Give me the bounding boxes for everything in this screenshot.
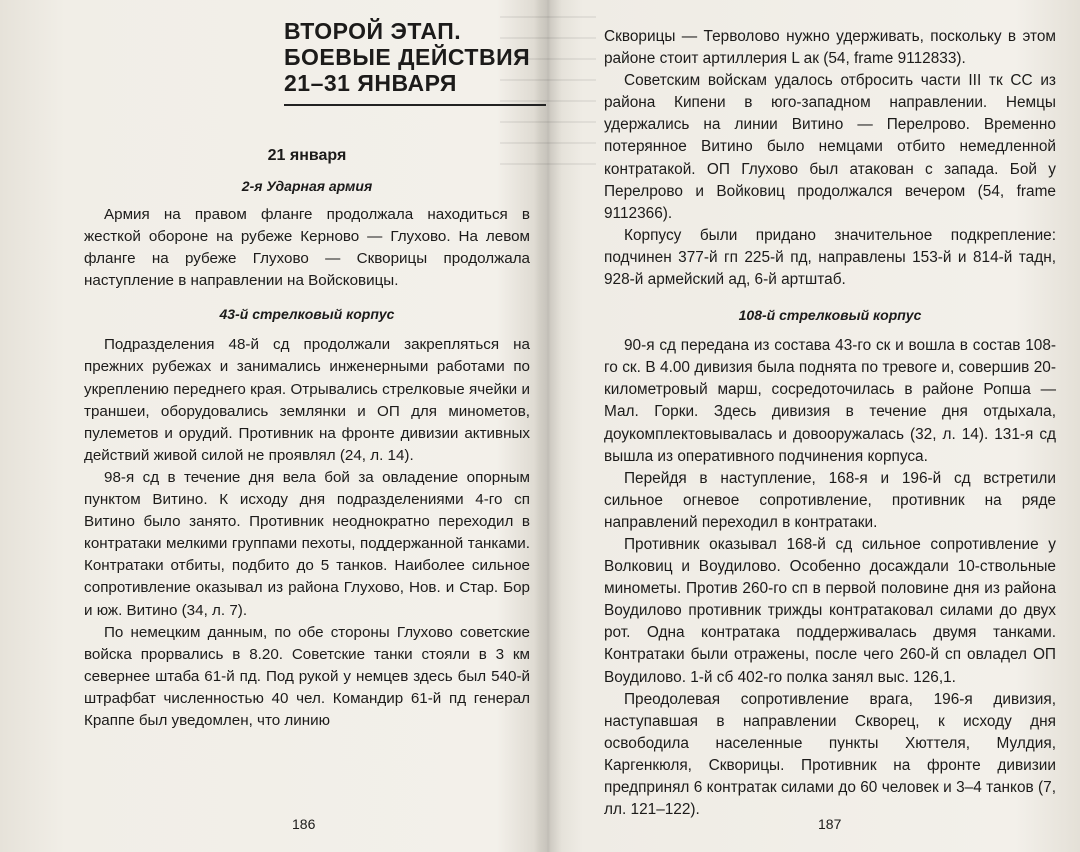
left-page xyxy=(84,0,530,852)
paragraph: Подразделения 48-й сд продолжали закрепляться на прежних рубежах и занимались инженерными работами по укреплению переднего края. Отрывались стрелковые ячейки и траншеи, оборудовались землянки и ОП для минометов, пулеметов и орудий. Противник на фронте дивизии активных действий живой силой не проявлял (24, л. 14). xyxy=(84,336,530,464)
corps-heading-43: 43-й стрелковый корпус xyxy=(219,306,395,323)
paragraph: По немецким данным, по обе стороны Глухово советские войска прорвались в 8.20. Советские танки стояли в 3 км севернее штаба 61-й пд. Под рукой у немцев здесь был 540-й штрафбат численностью 40 чел. Командир 61-й пд генерал Краппе был уведомлен, что линию xyxy=(84,623,530,729)
paragraph: 98-я сд в течение дня вела бой за овладение опорным пунктом Витино. К исходу дня подразделениями 4-го сп Витино было занято. Противник неоднократно переходил в контратаки мелкими группами пехоты, поддержанной танками. Контратаки отбиты, подбито до 5 танков. Наиболее сильное сопротивление оказывал из района Глухово, Нов. и Стар. Бор и юж. Витино (34, л. 7). xyxy=(84,468,530,619)
paragraph: Перейдя в наступление, 168-я и 196-й сд встретили сильное огневое сопротивление, противник на ряде направлений переходил в контратаки. xyxy=(604,469,1056,531)
paragraph: Преодолевая сопротивление врага, 196-я дивизия, наступавшая в направлении Скворец, к исходу дня освободила населенные пункты Хюттеля, Мулдия, Каргенкюля, Скворицы. Противник на фронте дивизии предпринял 6 контратак силами до 60 человек и 3–4 танков (7, лл. 121–122). xyxy=(604,690,1056,819)
paragraph: Скворицы — Терволово нужно удерживать, поскольку в этом районе стоит артиллерия L ак (54, frame 9112833). xyxy=(604,28,1056,68)
paragraph: Советским войскам удалось отбросить части III тк СС из района Кипени в юго-западном направлении. Немцы удержались на линии Витино — Перелрово. Временно потерянное Витино было немцами отбито немедленной контратакой. ОП Глухово был атакован с запада. Бой у Перелрово и Войковиц продолжался вечером (54, frame 9112366). xyxy=(604,72,1056,222)
paragraph: 90-я сд передана из состава 43-го ск и вошла в состав 108-го ск. В 4.00 дивизия была поднята по тревоге и, совершив 20-километровый марш, сосредоточилась в районе Ропша — Мал. Горки. Здесь дивизия в течение дня отдыхала, доукомплектовывалась и довооружалась (32, л. 14). 131-я сд вышла из оперативного подчинения корпуса. xyxy=(604,337,1056,465)
army-heading: 2-я Ударная армия xyxy=(241,178,373,194)
paragraph: Корпусу были придано значительное подкрепление: подчинен 377-й гп 225-й пд, направлены 153-й и 814-й тадн, 928-й армейский ад, 6-й артштаб. xyxy=(604,226,1056,289)
page-number: 186 xyxy=(292,816,316,832)
paragraph: Противник оказывал 168-й сд сильное сопротивление у Волковиц и Воудилово. Особенно досаждали 10-ствольные минометы. Против 260-го сп в первой половине дня из района Воудилово противник трижды контратаковал силами до двух рот. Одна контратака поддерживалась двумя танками. Контратаки были отражены, после чего 260-й сп овладел ОП Воудилово. 1-й сб 402-го полка занял выс. 126,1. xyxy=(604,535,1056,686)
chapter-title: ВТОРОЙ ЭТАП. БОЕВЫЕ ДЕЙСТВИЯ 21–31 ЯНВАРЯ xyxy=(284,18,546,106)
right-page xyxy=(604,0,1056,852)
corps-heading-108: 108-й стрелковый корпус xyxy=(738,307,922,324)
page-number: 187 xyxy=(818,816,842,832)
book-gutter xyxy=(534,0,562,852)
intro-paragraph: Армия на правом фланге продолжала находиться в жесткой обороне на рубеже Керново — Глухово. На левом фланге на рубеже Глухово — Скворицы продолжала наступление в направлении на Войсковицы. xyxy=(84,206,530,290)
date-heading: 21 января xyxy=(267,147,347,164)
